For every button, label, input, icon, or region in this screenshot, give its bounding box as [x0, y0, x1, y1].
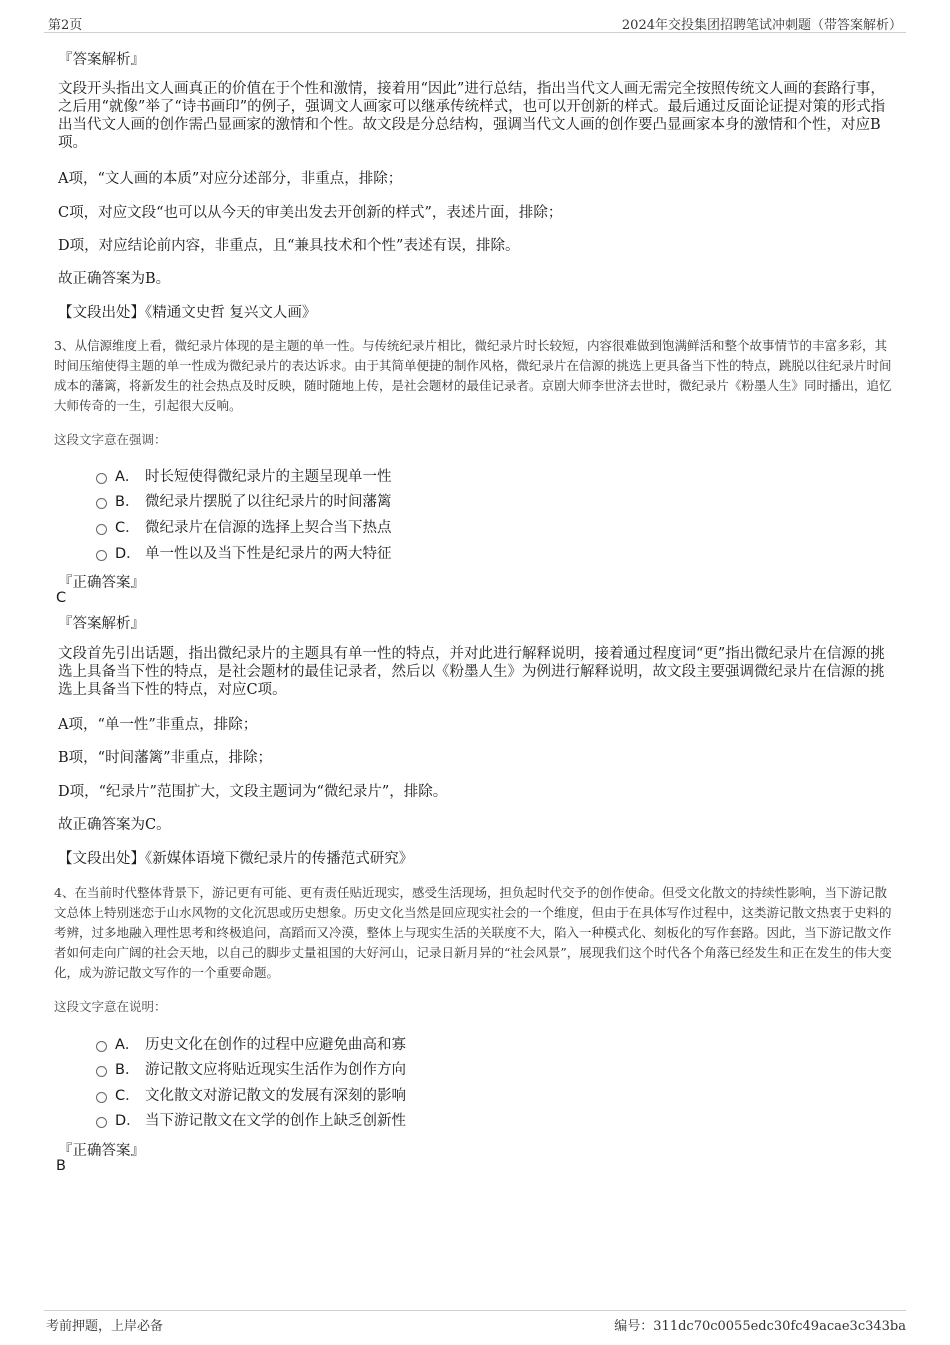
analysis-option-d: D项，“纪录片”范围扩大，文段主题词为“微纪录片”，排除。 [58, 784, 448, 800]
radio-button-icon[interactable] [96, 1092, 107, 1103]
question-3-option-b[interactable]: B． 微纪录片摆脱了以往纪录片的时间藩篱 [96, 489, 392, 511]
question-3-option-d[interactable]: D． 单一性以及当下性是纪录片的两大特征 [96, 541, 392, 563]
question-3-option-c[interactable]: C． 微纪录片在信源的选择上契合当下热点 [96, 515, 392, 537]
radio-button-icon[interactable] [96, 498, 107, 509]
final-answer: 故正确答案为C。 [58, 817, 171, 833]
radio-button-icon[interactable] [96, 1066, 107, 1077]
question-4-option-a[interactable]: A． 历史文化在创作的过程中应避免曲高和寡 [96, 1032, 406, 1054]
question-4-prompt: 这段文字意在说明： [54, 999, 167, 1014]
analysis-option-b: B项，“时间藩篱”非重点，排除； [58, 750, 272, 766]
radio-button-icon[interactable] [96, 1041, 107, 1052]
page-header [44, 10, 906, 33]
radio-button-icon[interactable] [96, 550, 107, 561]
document-title: 2024年交投集团招聘笔试冲刺题（带答案解析） [621, 18, 902, 33]
document-id: 编号：311dc70c0055edc30fc49acae3c343ba [614, 1319, 906, 1334]
analysis-option-a: A项，“单一性”非重点，排除； [58, 717, 258, 733]
analysis-label: 『答案解析』 [58, 52, 145, 68]
correct-answer-value: C [56, 590, 67, 606]
question-4-option-d[interactable]: D． 当下游记散文在文学的创作上缺乏创新性 [96, 1108, 406, 1130]
question-3-text: 3、从信源维度上看，微纪录片体现的是主题的单一性。与传统纪录片相比，微纪录片时长较短，内容很难做到饱满鲜活和整个故事情节的丰富多彩，其时间压缩使得主题的单一性成为微纪录片的表达诉求。由于其简单便捷的制作风格，微纪录片在信源的挑选上更具备当下性的特点，跳脱以往纪录片时间成本的藩篱，将新发生的社会热点及时反映，随时随地上传，是社会题材的最佳记录者。京剧大师李世济去世时，微纪录片《粉墨人生》同时播出，追忆大师传奇的一生，引起很大反响。 [54, 338, 892, 413]
question-4-text: 4、在当前时代整体背景下，游记更有可能、更有责任贴近现实，感受生活现场，担负起时代交予的创作使命。但受文化散文的持续性影响，当下游记散文总体上特别迷恋于山水风物的文化沉思或历史想象。历史文化当然是回应现实社会的一个维度，但由于在具体写作过程中，这类游记散文热衷于史料的考辨，过多地融入理性思考和终极追问，高蹈而又冷漠，整体上与现实生活的关联度不大，陷入一种模式化、刻板化的写作套路。因此，当下游记散文作者如何走向广阔的社会天地，以自己的脚步丈量祖国的大好河山，记录日新月异的“社会风景”，展现我们这个时代各个角落已经发生和正在发生的伟大变化，成为游记散文写作的一个重要命题。 [54, 885, 892, 980]
analysis-label: 『答案解析』 [58, 616, 145, 632]
analysis-option-a: A项，“文人画的本质”对应分述部分，非重点，排除； [58, 171, 403, 187]
correct-answer-label: 『正确答案』 [58, 1143, 145, 1159]
source-citation: 【文段出处】《新媒体语境下微纪录片的传播范式研究》 [58, 851, 414, 867]
page-footer [44, 1310, 906, 1335]
correct-answer-label: 『正确答案』 [58, 575, 145, 591]
radio-button-icon[interactable] [96, 524, 107, 535]
page-number: 第2页 [48, 18, 83, 33]
question-3-prompt: 这段文字意在强调： [54, 432, 167, 447]
analysis-text: 文段开头指出文人画真正的价值在于个性和激情，接着用“因此”进行总结，指出当代文人画无需完全按照传统文人画的套路行事，之后用“就像”举了“诗书画印”的例子，强调文人画家可以继承传统样式，也可以开创新的样式。最后通过反面论证提对策的形式指出当代文人画的创作需凸显画家的激情和个性。故文段是分总结构，强调当代文人画的创作要凸显画家本身的激情和个性，对应B项。 [58, 81, 886, 151]
question-4-option-b[interactable]: B． 游记散文应将贴近现实生活作为创作方向 [96, 1057, 406, 1079]
source-citation: 【文段出处】《精通文史哲 复兴文人画》 [58, 305, 317, 321]
correct-answer-value: B [56, 1158, 66, 1174]
question-3-option-a[interactable]: A． 时长短使得微纪录片的主题呈现单一性 [96, 464, 392, 486]
radio-button-icon[interactable] [96, 473, 107, 484]
footer-slogan: 考前押题，上岸必备 [46, 1319, 164, 1334]
analysis-text: 文段首先引出话题，指出微纪录片的主题具有单一性的特点，并对此进行解释说明，接着通过程度词“更”指出微纪录片在信源的挑选上具备当下性的特点，是社会题材的最佳记录者，然后以《粉墨人生》为例进行解释说明，故文段主要强调微纪录片在信源的挑选上具备当下性的特点，对应C项。 [58, 646, 885, 698]
analysis-option-c: C项，对应文段“也可以从今天的审美出发去开创新的样式”，表述片面，排除； [58, 205, 563, 221]
radio-button-icon[interactable] [96, 1117, 107, 1128]
analysis-option-d: D项，对应结论前内容，非重点，且“兼具技术和个性”表述有误，排除。 [58, 238, 520, 254]
final-answer: 故正确答案为B。 [58, 271, 171, 287]
question-4-option-c[interactable]: C． 文化散文对游记散文的发展有深刻的影响 [96, 1083, 406, 1105]
